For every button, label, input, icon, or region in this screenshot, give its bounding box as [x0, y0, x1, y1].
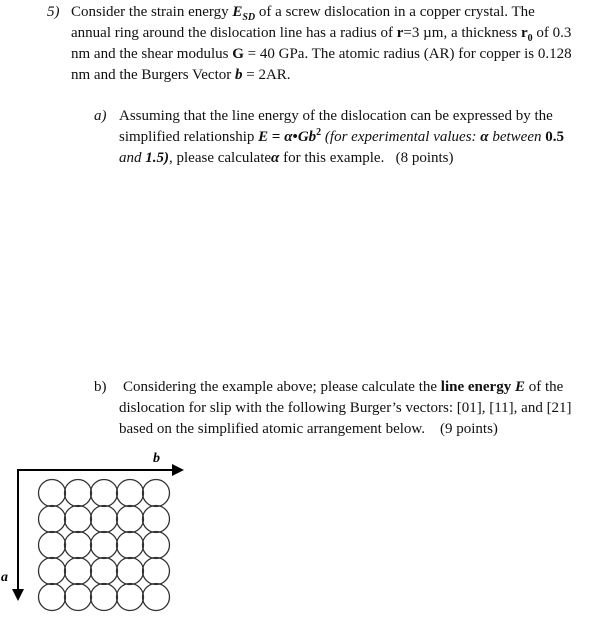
a-axis-label: a: [1, 570, 8, 585]
atom-circle: [39, 480, 66, 507]
atom-circle: [143, 558, 170, 585]
problem-line-4: nm and the Burgers Vector b = 2AR.: [71, 67, 291, 83]
atom-circle: [91, 532, 118, 559]
problem-line-3: nm and the shear modulus G = 40 GPa. The atomic radius (AR) for copper is 0.128: [71, 46, 572, 62]
atom-circle: [91, 480, 118, 507]
atom-circle: [117, 558, 144, 585]
atom-circle: [65, 480, 92, 507]
problem-number: 5): [47, 4, 60, 20]
atom-circle: [91, 506, 118, 533]
part-a-line-3: and 1.5), please calculateα for this example. (8 points): [119, 150, 454, 166]
atom-circle: [39, 506, 66, 533]
atom-grid: [39, 480, 170, 611]
atomic-arrangement-diagram: [0, 445, 200, 620]
atom-circle: [117, 480, 144, 507]
part-b: [94, 377, 572, 440]
problem-line-1: 5) Consider the strain energy $E_{SD}$ of a screw dislocation in a copper crystal. The: [47, 4, 535, 23]
atom-circle: [91, 584, 118, 611]
part-b-label: b): [94, 379, 107, 395]
problem-5: [47, 2, 572, 86]
b-axis-arrowhead: [172, 464, 184, 476]
b-axis-label: b: [153, 451, 160, 466]
atom-circle: [117, 532, 144, 559]
part-a-points: (8 points): [395, 150, 454, 166]
atom-circle: [91, 558, 118, 585]
atom-circle: [143, 584, 170, 611]
part-b-points: (9 points): [440, 421, 498, 437]
atom-circle: [65, 506, 92, 533]
atom-circle: [65, 584, 92, 611]
atom-circle: [117, 584, 144, 611]
atom-circle: [143, 532, 170, 559]
atom-circle: [117, 506, 144, 533]
atom-circle: [65, 558, 92, 585]
part-a-label: a): [94, 108, 107, 124]
part-b-line-1: b) Considering the example above; please calculate the line energy E of the: [94, 377, 572, 398]
problem-line-2: annual ring around the dislocation line has a radius of r=3 µm, a thickness $r_0$ of 0.3: [71, 25, 572, 44]
atom-circle: [143, 506, 170, 533]
a-axis-arrowhead: [12, 589, 24, 601]
part-b-line-2: dislocation for slip with the following Burger’s vectors: [01], [11], and [21]: [119, 400, 572, 416]
atom-circle: [39, 558, 66, 585]
atom-circle: [39, 532, 66, 559]
atom-circle: [65, 532, 92, 559]
atom-circle: [39, 584, 66, 611]
part-a: [94, 106, 564, 169]
part-a-line-2: simplified relationship $E = \alpha•Gb^2$ (for experimental values: α between 0.5: [119, 127, 564, 145]
atom-circle: [143, 480, 170, 507]
part-a-line-1: a) Assuming that the line energy of the dislocation can be expressed by the: [94, 106, 564, 127]
part-b-line-3: based on the simplified atomic arrangement below. (9 points): [119, 421, 498, 437]
